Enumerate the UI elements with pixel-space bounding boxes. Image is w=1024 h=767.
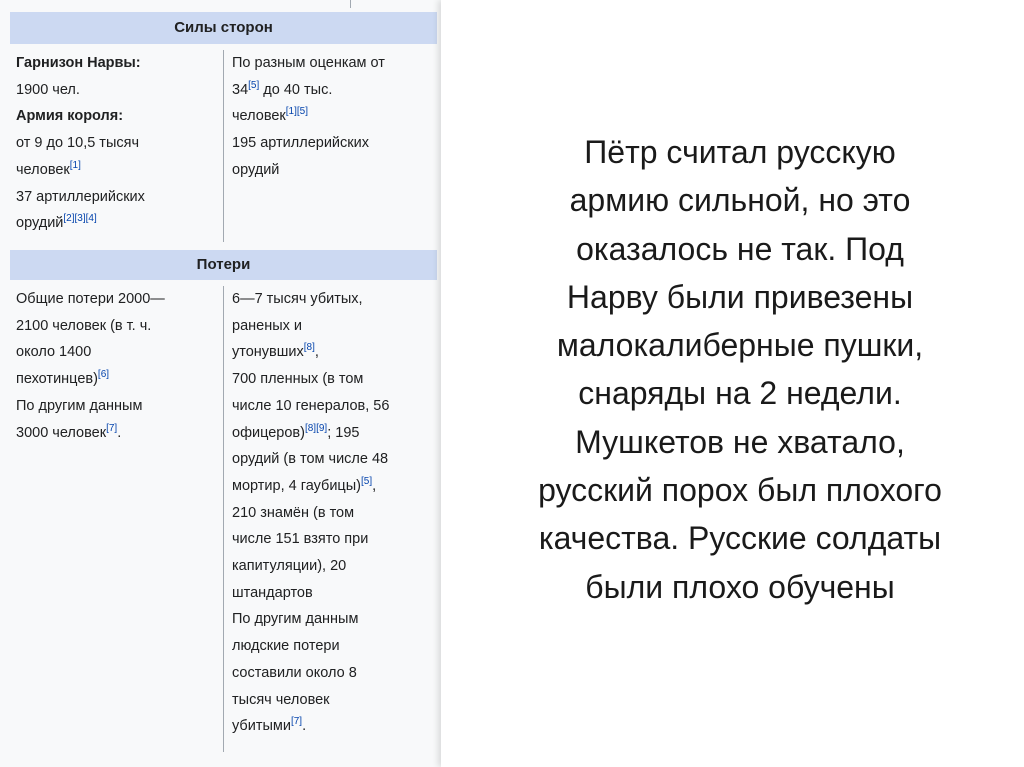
infobox-line-text: мортир, 4 гаубицы)	[232, 477, 361, 494]
infobox-line	[232, 157, 437, 184]
infobox-line	[16, 286, 216, 313]
infobox-line-text: тысяч человек	[232, 691, 330, 708]
main-text-line: качества. Русские солдаты	[538, 520, 942, 557]
infobox-line	[16, 393, 216, 420]
infobox-line	[232, 633, 437, 660]
infobox-line-text: 37 артиллерийских	[16, 188, 145, 205]
infobox-top-divider	[350, 0, 351, 8]
infobox-line	[16, 103, 216, 130]
infobox-line	[232, 687, 437, 714]
infobox-line	[232, 50, 437, 77]
infobox-line-text: убитыми	[232, 718, 291, 735]
infobox-line	[232, 366, 437, 393]
infobox-line-text: от 9 до 10,5 тысяч	[16, 135, 140, 152]
infobox-line	[232, 553, 437, 580]
infobox-line	[232, 660, 437, 687]
infobox-line	[16, 50, 216, 77]
reference-link[interactable]: [2][3][4]	[63, 213, 97, 225]
reference-link[interactable]: [8][9]	[304, 422, 328, 434]
infobox-line	[232, 420, 437, 447]
forces-header: Силы сторон	[10, 12, 437, 44]
infobox-line-text: составили около 8	[232, 664, 357, 681]
infobox-line-suffix: ; 195	[327, 424, 360, 441]
infobox-line	[232, 606, 437, 633]
infobox-line	[232, 446, 437, 473]
infobox-line-text: орудий	[232, 161, 280, 178]
infobox-line-text: около 1400	[16, 344, 92, 361]
main-text-line: оказалось не так. Под	[576, 230, 904, 267]
infobox-line	[16, 366, 216, 393]
infobox-line-suffix: до 40 тыс.	[259, 81, 333, 98]
infobox-line	[232, 286, 437, 313]
infobox-line-text: человек	[232, 108, 286, 125]
infobox-line	[16, 313, 216, 340]
infobox-line	[232, 580, 437, 607]
infobox-line-suffix: .	[117, 424, 122, 441]
main-text-line: снаряды на 2 недели.	[578, 375, 902, 412]
infobox-line	[232, 393, 437, 420]
infobox-line-text: По другим данным	[232, 611, 359, 628]
infobox	[0, 0, 442, 767]
infobox-line-text: 195 артиллерийских	[232, 135, 369, 152]
forces-left-cell	[16, 50, 216, 237]
infobox-line-text: По другим данным	[16, 397, 143, 414]
reference-link[interactable]: [5]	[248, 79, 260, 91]
infobox-line-suffix: ,	[372, 477, 377, 494]
infobox-line-text: 210 знамён (в том	[232, 504, 355, 521]
infobox-line	[232, 103, 437, 130]
infobox-line-text: 6—7 тысяч убитых,	[232, 291, 363, 307]
infobox-line-suffix: ,	[314, 344, 319, 361]
forces-right-cell	[232, 50, 437, 184]
main-text-line: малокалиберные пушки,	[556, 327, 924, 364]
infobox-line-text: человек	[16, 161, 70, 178]
infobox-line-text: 2100 человек (в т. ч.	[16, 317, 152, 334]
infobox-line	[232, 713, 437, 740]
infobox-line-text: Гарнизон Нарвы:	[16, 55, 141, 71]
losses-header: Потери	[10, 250, 437, 280]
reference-link[interactable]: [1][5]	[285, 106, 309, 118]
infobox-line	[232, 500, 437, 527]
reference-link[interactable]: [5]	[360, 476, 373, 488]
infobox-line	[16, 130, 216, 157]
losses-column-divider	[223, 286, 224, 752]
infobox-line-text: раненых и	[232, 317, 303, 334]
main-text	[490, 128, 990, 611]
infobox-line-text: людские потери	[232, 638, 340, 655]
main-text-line: Пётр считал русскую	[584, 134, 896, 170]
main-text-line: Нарву были привезены	[566, 278, 914, 315]
reference-link[interactable]: [6]	[97, 369, 110, 381]
infobox-line	[232, 313, 437, 340]
infobox-line	[16, 339, 216, 366]
infobox-line-text: По разным оценкам от	[232, 55, 385, 71]
infobox-line-text: 34	[232, 81, 249, 98]
infobox-line	[16, 157, 216, 184]
forces-column-divider	[223, 50, 224, 242]
infobox-line	[232, 526, 437, 553]
infobox-line	[16, 77, 216, 104]
infobox-line-text: числе 151 взято при	[232, 531, 369, 548]
infobox-line	[16, 420, 216, 447]
losses-left-cell	[16, 286, 216, 446]
main-text-line: Мушкетов не хватало,	[575, 423, 905, 460]
main-text-line: русский порох был плохого	[538, 472, 942, 509]
infobox-line-text: орудий	[16, 215, 64, 232]
infobox-line-text: Армия короля:	[16, 108, 124, 125]
reference-link[interactable]: [7]	[290, 716, 303, 728]
main-text-line: армию сильной, но это	[569, 182, 911, 219]
reference-link[interactable]: [1]	[69, 159, 81, 171]
infobox-line	[232, 473, 437, 500]
infobox-line	[232, 339, 437, 366]
infobox-line	[16, 210, 216, 237]
infobox-line	[232, 130, 437, 157]
infobox-line-text: офицеров)	[232, 424, 305, 441]
infobox-line	[16, 184, 216, 211]
infobox-line-text: штандартов	[232, 584, 313, 601]
infobox-line-suffix: .	[302, 718, 307, 735]
infobox-line	[232, 77, 437, 104]
infobox-line-text: орудий (в том числе 48	[232, 451, 389, 468]
infobox-line-text: 1900 чел.	[16, 81, 80, 98]
reference-link[interactable]: [8]	[303, 342, 315, 354]
losses-right-cell	[232, 286, 437, 740]
infobox-line-text: утонувших	[232, 344, 304, 361]
infobox-line-text: 700 пленных (в том	[232, 371, 364, 388]
infobox-line-text: Общие потери 2000—	[16, 291, 165, 307]
infobox-line-text: 3000 человек	[16, 424, 107, 441]
infobox-line-text: числе 10 генералов, 56	[232, 397, 390, 414]
reference-link[interactable]: [7]	[106, 422, 118, 434]
infobox-line-text: пехотинцев)	[16, 371, 98, 388]
infobox-line-text: капитуляции), 20	[232, 558, 347, 575]
main-text-line: были плохо обучены	[585, 568, 895, 605]
